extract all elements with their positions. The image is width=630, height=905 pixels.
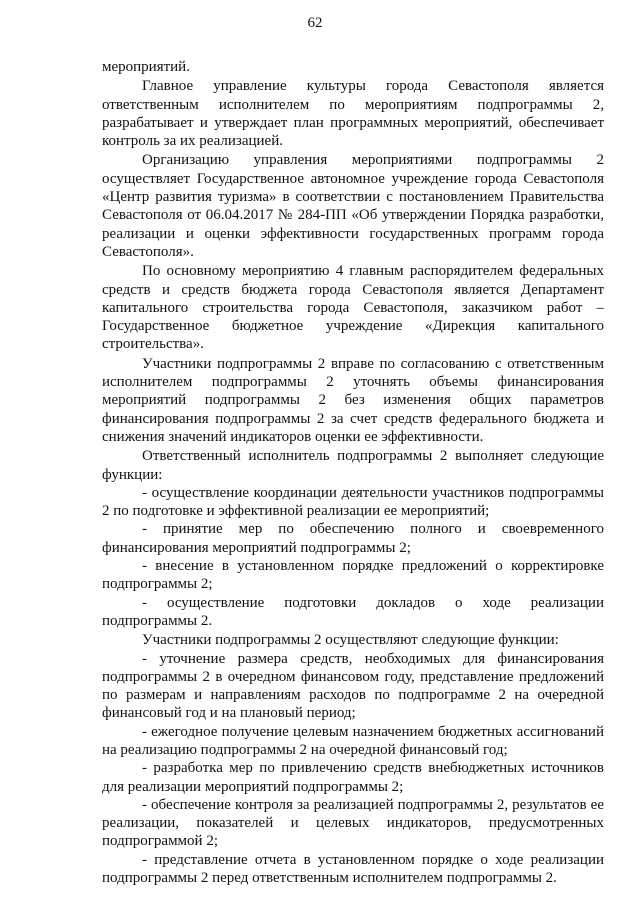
paragraph-responsible-executor: Главное управление культуры города Севастополя является ответственным исполнителем по мероприятиям подпрограммы 2, разрабатывает и утверждает план программных мероприятий, обеспечивает контроль за их реализацией. xyxy=(102,78,604,150)
page-number: 62 xyxy=(307,15,323,31)
paragraph-main-activity-4: По основному мероприятию 4 главным распорядителем федеральных средств и средств бюджета города Севастополя является Департамент капитального строительства города Севастополя, заказчиком работ – Государственное бюджетное учреждение «Дирекция капитального строительства». xyxy=(102,263,604,353)
paragraph-continuation: мероприятий. xyxy=(102,59,190,75)
document-body xyxy=(102,58,604,887)
list-item: - обеспечение контроля за реализацией подпрограммы 2, результатов ее реализации, показателей и целевых индикаторов, предусмотренных подпрограммой 2; xyxy=(102,796,604,850)
list-item: - разработка мер по привлечению средств внебюджетных источников для реализации мероприятий подпрограммы 2; xyxy=(102,760,604,795)
list-item: - уточнение размера средств, необходимых для финансирования подпрограммы 2 в очередном финансовом году, представление предложений по размерам и направлениям расходов по подпрограмме 2 на очередной финансовый год и на плановый период; xyxy=(102,650,604,722)
paragraph-executor-functions-intro: Ответственный исполнитель подпрограммы 2 выполняет следующие функции: xyxy=(102,448,604,483)
list-item: - представление отчета в установленном порядке о ходе реализации подпрограммы 2 перед ответственным исполнителем подпрограммы 2. xyxy=(102,851,604,887)
paragraph-participants-functions-intro: Участники подпрограммы 2 осуществляют следующие функции: xyxy=(142,632,559,649)
list-item: - осуществление подготовки докладов о ходе реализации подпрограммы 2. xyxy=(102,594,604,629)
paragraph-management-organization: Организацию управления мероприятиями подпрограммы 2 осуществляет Государственное автономное учреждение города Севастополя «Центр развития туризма» в соответствии с постановлением Правительства Севастополя от 06.04.2017 № 284-ПП «Об утверждении Порядка разработки, реализации и оценки эффективности государственных программ города Севастополя». xyxy=(102,152,604,260)
paragraph-participants-rights: Участники подпрограммы 2 вправе по согласованию с ответственным исполнителем подпрограммы 2 уточнять объемы финансирования мероприятий подпрограммы 2 без изменения общих параметров финансирования подпрограммы 2 за счет средств федерального бюджета и снижения значений индикаторов оценки ее эффективности. xyxy=(102,355,604,445)
list-item: - осуществление координации деятельности участников подпрограммы 2 по подготовке и эффективной реализации ее мероприятий; xyxy=(102,484,604,520)
list-item: - внесение в установленном порядке предложений о корректировке подпрограммы 2; xyxy=(102,558,604,593)
list-item: - принятие мер по обеспечению полного и своевременного финансирования мероприятий подпрограммы 2; xyxy=(102,521,604,556)
list-item: - ежегодное получение целевым назначением бюджетных ассигнований на реализацию подпрограммы 2 на очередной финансовый год; xyxy=(102,723,604,758)
